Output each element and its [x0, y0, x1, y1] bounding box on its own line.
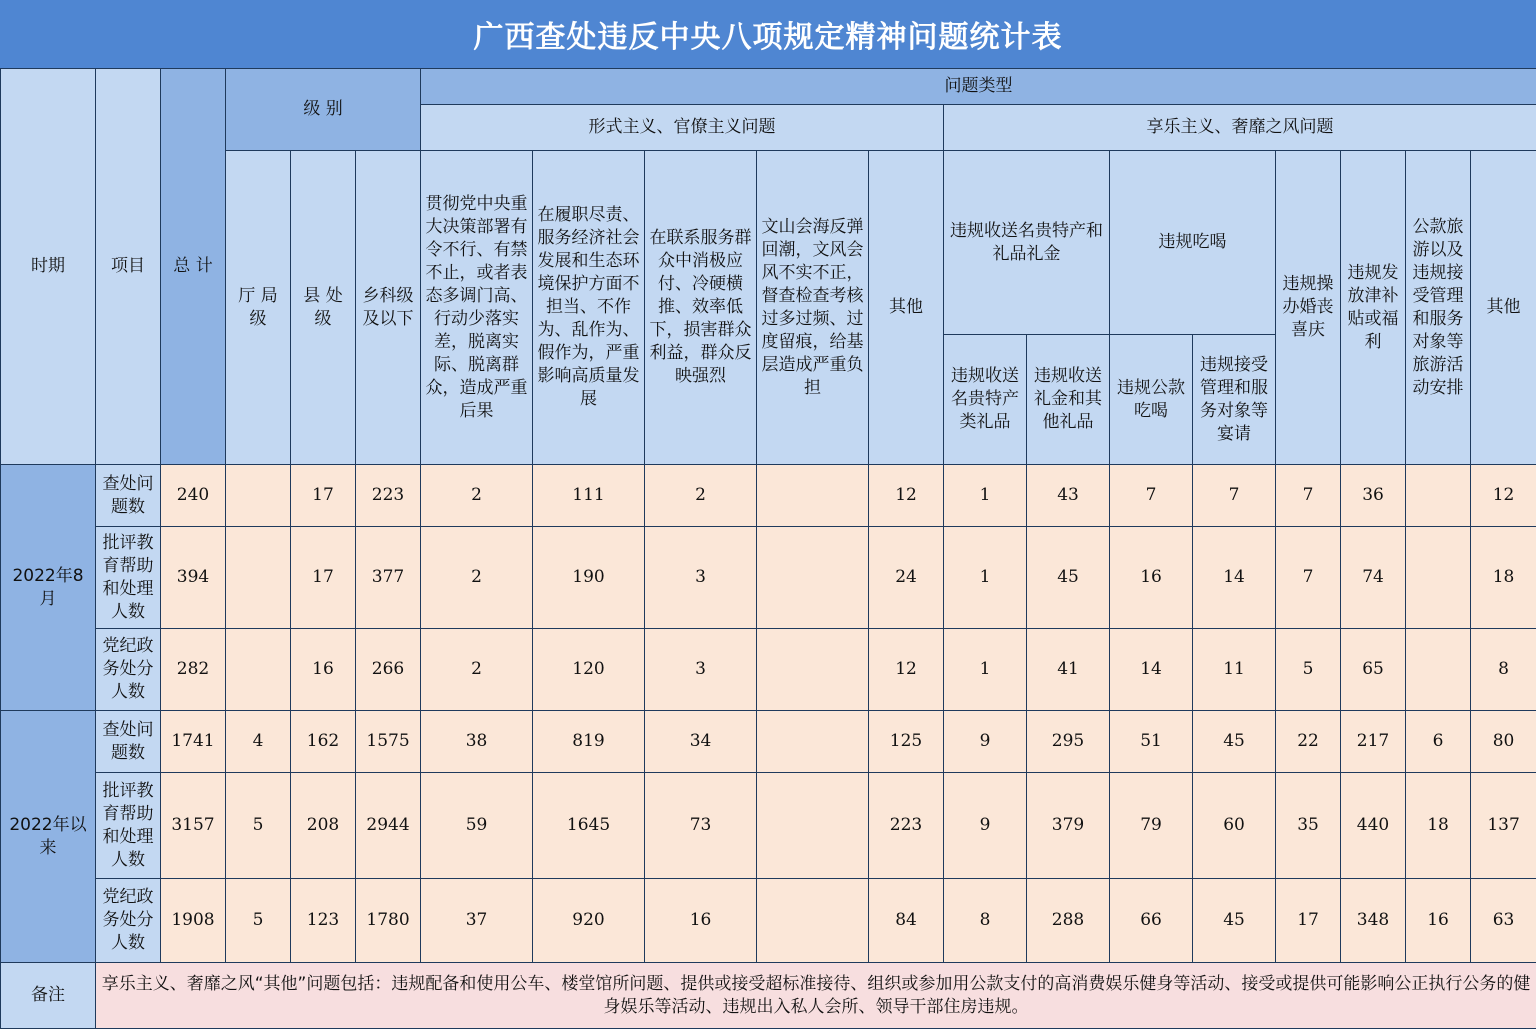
data-cell: 295 — [1027, 711, 1110, 773]
data-cell — [757, 465, 869, 527]
data-cell: 45 — [1193, 879, 1276, 963]
data-cell: 18 — [1471, 527, 1536, 629]
header-allowances: 违规发放津补贴或福利 — [1341, 151, 1406, 465]
row-label: 党纪政务处分人数 — [96, 879, 161, 963]
header-gifts-group: 违规收送名贵特产和礼品礼金 — [944, 151, 1110, 335]
data-cell: 79 — [1110, 773, 1193, 879]
data-cell: 1 — [944, 527, 1027, 629]
data-cell: 41 — [1027, 629, 1110, 711]
data-cell: 37 — [421, 879, 533, 963]
header-formalism-meetings: 文山会海反弹回潮，文风会风不实不正，督查检查考核过多过频、过度留痕，给基层造成严重负担 — [757, 151, 869, 465]
header-formalism-service: 在联系服务群众中消极应付、冷硬横推、效率低下，损害群众利益，群众反映强烈 — [645, 151, 757, 465]
period-label: 2022年8月 — [1, 465, 96, 711]
data-cell: 59 — [421, 773, 533, 879]
data-cell — [1406, 629, 1471, 711]
data-cell: 7 — [1276, 465, 1341, 527]
header-level-group: 级 别 — [226, 69, 421, 151]
data-cell: 1908 — [161, 879, 226, 963]
data-cell: 16 — [1110, 527, 1193, 629]
data-cell: 8 — [944, 879, 1027, 963]
period-label: 2022年以来 — [1, 711, 96, 963]
data-cell: 5 — [1276, 629, 1341, 711]
data-cell: 17 — [291, 465, 356, 527]
note-row — [1, 963, 1536, 1029]
data-cell: 394 — [161, 527, 226, 629]
data-cell: 288 — [1027, 879, 1110, 963]
data-cell — [226, 465, 291, 527]
data-cell — [757, 629, 869, 711]
data-cell: 2944 — [356, 773, 421, 879]
data-cell: 3 — [645, 629, 757, 711]
header-dining-banquet: 违规接受管理和服务对象等宴请 — [1193, 335, 1276, 465]
data-cell: 14 — [1193, 527, 1276, 629]
row-label: 批评教育帮助和处理人数 — [96, 773, 161, 879]
data-cell: 3157 — [161, 773, 226, 879]
data-cell: 35 — [1276, 773, 1341, 879]
data-cell: 24 — [869, 527, 944, 629]
data-cell: 80 — [1471, 711, 1536, 773]
data-cell: 18 — [1406, 773, 1471, 879]
data-cell: 5 — [226, 773, 291, 879]
data-cell: 84 — [869, 879, 944, 963]
table-row — [1, 711, 1536, 773]
data-cell: 16 — [1406, 879, 1471, 963]
data-cell: 2 — [645, 465, 757, 527]
data-cell: 190 — [533, 527, 645, 629]
data-cell: 1 — [944, 629, 1027, 711]
header-level-county: 县 处 级 — [291, 151, 356, 465]
header-problem-type: 问题类型 — [421, 69, 1536, 105]
data-cell: 74 — [1341, 527, 1406, 629]
data-cell: 137 — [1471, 773, 1536, 879]
row-label: 批评教育帮助和处理人数 — [96, 527, 161, 629]
data-cell: 38 — [421, 711, 533, 773]
data-cell — [1406, 527, 1471, 629]
data-cell: 379 — [1027, 773, 1110, 879]
data-cell: 17 — [1276, 879, 1341, 963]
header-gifts-money: 违规收送礼金和其他礼品 — [1027, 335, 1110, 465]
data-cell: 1 — [944, 465, 1027, 527]
table-row — [1, 527, 1536, 629]
header-tourism: 公款旅游以及违规接受管理和服务对象等旅游活动安排 — [1406, 151, 1471, 465]
data-cell: 120 — [533, 629, 645, 711]
header-hedonism-group: 享乐主义、奢靡之风问题 — [944, 105, 1536, 151]
data-cell: 377 — [356, 527, 421, 629]
data-cell: 920 — [533, 879, 645, 963]
data-cell: 14 — [1110, 629, 1193, 711]
data-cell: 6 — [1406, 711, 1471, 773]
data-cell: 4 — [226, 711, 291, 773]
data-cell: 240 — [161, 465, 226, 527]
row-label: 查处问题数 — [96, 465, 161, 527]
data-cell: 1645 — [533, 773, 645, 879]
data-cell: 111 — [533, 465, 645, 527]
header-dining-group: 违规吃喝 — [1110, 151, 1276, 335]
data-cell: 16 — [645, 879, 757, 963]
data-cell: 51 — [1110, 711, 1193, 773]
data-cell: 819 — [533, 711, 645, 773]
data-cell — [757, 773, 869, 879]
data-cell: 2 — [421, 629, 533, 711]
data-cell: 2 — [421, 465, 533, 527]
data-cell: 12 — [1471, 465, 1536, 527]
data-cell: 123 — [291, 879, 356, 963]
data-cell: 223 — [869, 773, 944, 879]
statistics-table — [0, 68, 1536, 1029]
data-cell: 440 — [1341, 773, 1406, 879]
data-cell — [757, 711, 869, 773]
data-cell: 34 — [645, 711, 757, 773]
data-cell: 9 — [944, 773, 1027, 879]
data-cell: 162 — [291, 711, 356, 773]
data-cell: 217 — [1341, 711, 1406, 773]
data-cell: 66 — [1110, 879, 1193, 963]
data-cell: 5 — [226, 879, 291, 963]
data-cell: 1575 — [356, 711, 421, 773]
data-cell: 12 — [869, 629, 944, 711]
data-cell: 2 — [421, 527, 533, 629]
data-cell: 45 — [1027, 527, 1110, 629]
data-cell: 45 — [1193, 711, 1276, 773]
table-row — [1, 773, 1536, 879]
table-row — [1, 629, 1536, 711]
data-cell: 1741 — [161, 711, 226, 773]
data-cell: 11 — [1193, 629, 1276, 711]
data-cell: 3 — [645, 527, 757, 629]
header-total: 总 计 — [161, 69, 226, 465]
header-dining-public: 违规公款吃喝 — [1110, 335, 1193, 465]
data-cell — [757, 527, 869, 629]
data-cell: 1780 — [356, 879, 421, 963]
data-cell: 266 — [356, 629, 421, 711]
page-title: 广西查处违反中央八项规定精神问题统计表 — [0, 0, 1536, 68]
note-text: 享乐主义、奢靡之风“其他”问题包括：违规配备和使用公车、楼堂馆所问题、提供或接受超标准接待、组织或参加用公款支付的高消费娱乐健身等活动、接受或提供可能影响公正执行公务的健身娱乐等活动、违规出入私人会所、领导干部住房违规。 — [96, 963, 1536, 1029]
data-cell: 22 — [1276, 711, 1341, 773]
data-cell: 73 — [645, 773, 757, 879]
data-cell: 9 — [944, 711, 1027, 773]
data-cell: 65 — [1341, 629, 1406, 711]
header-level-bureau: 厅 局 级 — [226, 151, 291, 465]
data-cell: 8 — [1471, 629, 1536, 711]
header-item: 项目 — [96, 69, 161, 465]
data-cell: 43 — [1027, 465, 1110, 527]
header-gifts-specialty: 违规收送名贵特产类礼品 — [944, 335, 1027, 465]
data-cell — [226, 629, 291, 711]
header-formalism-other: 其他 — [869, 151, 944, 465]
data-cell: 7 — [1193, 465, 1276, 527]
header-weddings: 违规操办婚丧喜庆 — [1276, 151, 1341, 465]
data-cell: 223 — [356, 465, 421, 527]
data-cell — [1406, 465, 1471, 527]
header-period: 时期 — [1, 69, 96, 465]
note-label: 备注 — [1, 963, 96, 1029]
data-cell: 7 — [1276, 527, 1341, 629]
data-cell: 60 — [1193, 773, 1276, 879]
header-level-township: 乡科级及以下 — [356, 151, 421, 465]
row-label: 党纪政务处分人数 — [96, 629, 161, 711]
data-cell: 63 — [1471, 879, 1536, 963]
data-cell: 12 — [869, 465, 944, 527]
data-cell — [226, 527, 291, 629]
data-cell: 36 — [1341, 465, 1406, 527]
data-cell: 125 — [869, 711, 944, 773]
data-cell: 348 — [1341, 879, 1406, 963]
data-cell — [757, 879, 869, 963]
data-cell: 208 — [291, 773, 356, 879]
table-row — [1, 879, 1536, 963]
data-cell: 16 — [291, 629, 356, 711]
data-cell: 7 — [1110, 465, 1193, 527]
row-label: 查处问题数 — [96, 711, 161, 773]
header-formalism-duties: 在履职尽责、服务经济社会发展和生态环境保护方面不担当、不作为、乱作为、假作为，严重影响高质量发展 — [533, 151, 645, 465]
header-formalism-decisions: 贯彻党中央重大决策部署有令不行、有禁不止，或者表态多调门高、行动少落实差，脱离实际、脱离群众，造成严重后果 — [421, 151, 533, 465]
header-formalism-group: 形式主义、官僚主义问题 — [421, 105, 944, 151]
header-hedonism-other: 其他 — [1471, 151, 1536, 465]
table-row — [1, 465, 1536, 527]
data-cell: 282 — [161, 629, 226, 711]
data-cell: 17 — [291, 527, 356, 629]
